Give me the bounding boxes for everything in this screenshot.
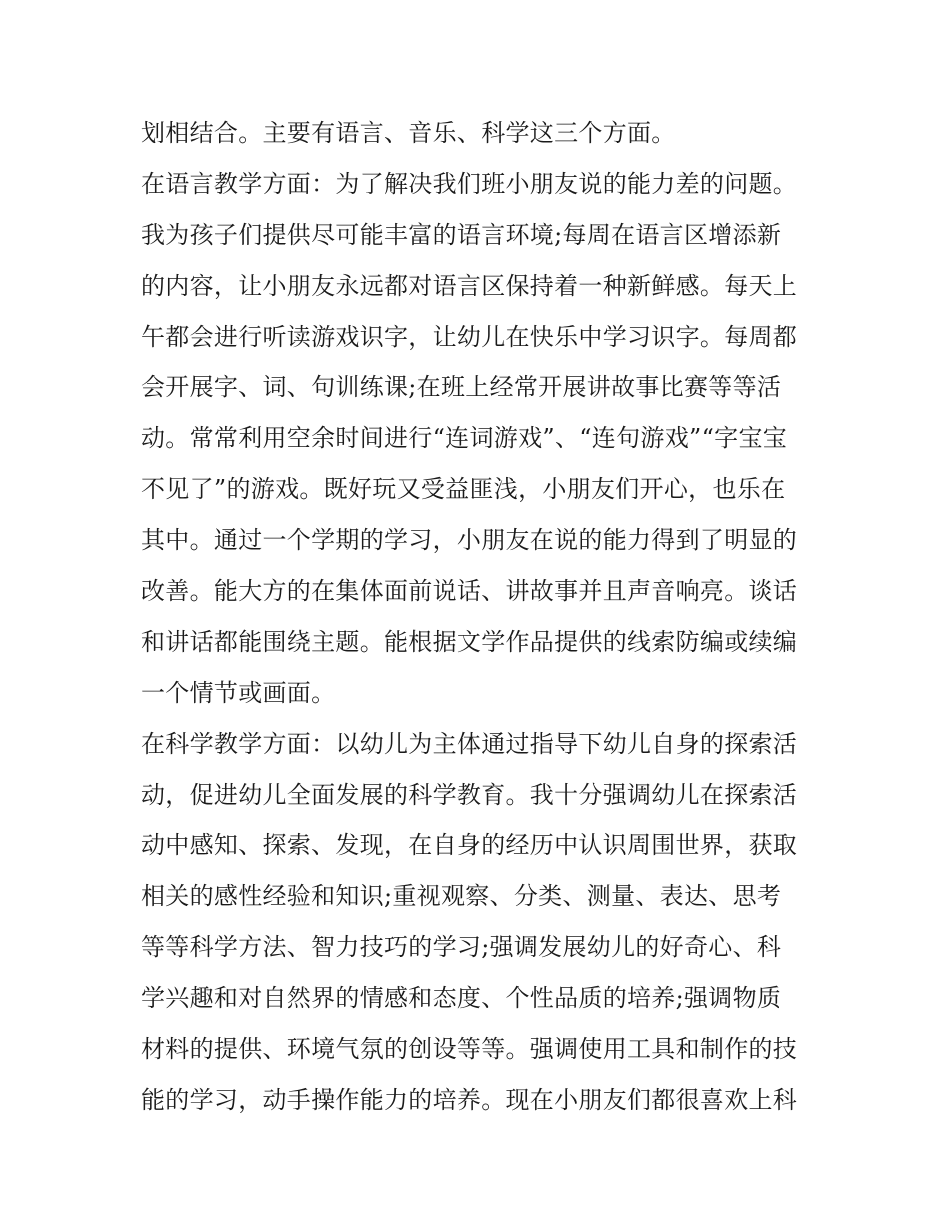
body-text	[141, 108, 821, 1126]
text-line: 能的学习，动手操作能力的培养。现在小朋友们都很喜欢上科	[141, 1085, 798, 1114]
text-line: 改善。能大方的在集体面前说话、讲故事并且声音响亮。谈话	[141, 577, 798, 606]
text-line: 午都会进行听读游戏识字，让幼儿在快乐中学习识字。每周都	[141, 322, 798, 351]
text-line: 相关的感性经验和知识;重视观察、分类、测量、表达、思考	[141, 882, 782, 911]
text-line: 我为孩子们提供尽可能丰富的语言环境;每周在语言区增添新	[141, 220, 782, 249]
text-line: 的内容，让小朋友永远都对语言区保持着一种新鲜感。每天上	[141, 271, 798, 300]
text-line: 动。常常利用空余时间进行“连词游戏”、“连句游戏”“字宝宝	[141, 424, 788, 453]
text-line: 在科学教学方面：以幼儿为主体通过指导下幼儿自身的探索活	[141, 729, 798, 758]
text-line: 划相结合。主要有语言、音乐、科学这三个方面。	[141, 119, 676, 147]
text-line: 不见了”的游戏。既好玩又受益匪浅，小朋友们开心，也乐在	[141, 475, 786, 504]
text-line: 会开展字、词、句训练课;在班上经常开展讲故事比赛等等活	[141, 373, 782, 402]
text-line: 动中感知、探索、发现，在自身的经历中认识周围世界，获取	[141, 831, 798, 860]
text-line: 在语言教学方面：为了解决我们班小朋友说的能力差的问题。	[141, 169, 798, 198]
text-line: 学兴趣和对自然界的情感和态度、个性品质的培养;强调物质	[141, 984, 782, 1013]
text-line: 和讲话都能围绕主题。能根据文学作品提供的线索防编或续编	[141, 627, 798, 656]
text-line: 其中。通过一个学期的学习，小朋友在说的能力得到了明显的	[141, 526, 798, 555]
text-line: 动，促进幼儿全面发展的科学教育。我十分强调幼儿在探索活	[141, 780, 798, 809]
text-line: 一个情节或画面。	[141, 678, 336, 707]
text-line: 等等科学方法、智力技巧的学习;强调发展幼儿的好奇心、科	[141, 933, 782, 962]
text-line: 材料的提供、环境气氛的创设等等。强调使用工具和制作的技	[141, 1035, 798, 1064]
